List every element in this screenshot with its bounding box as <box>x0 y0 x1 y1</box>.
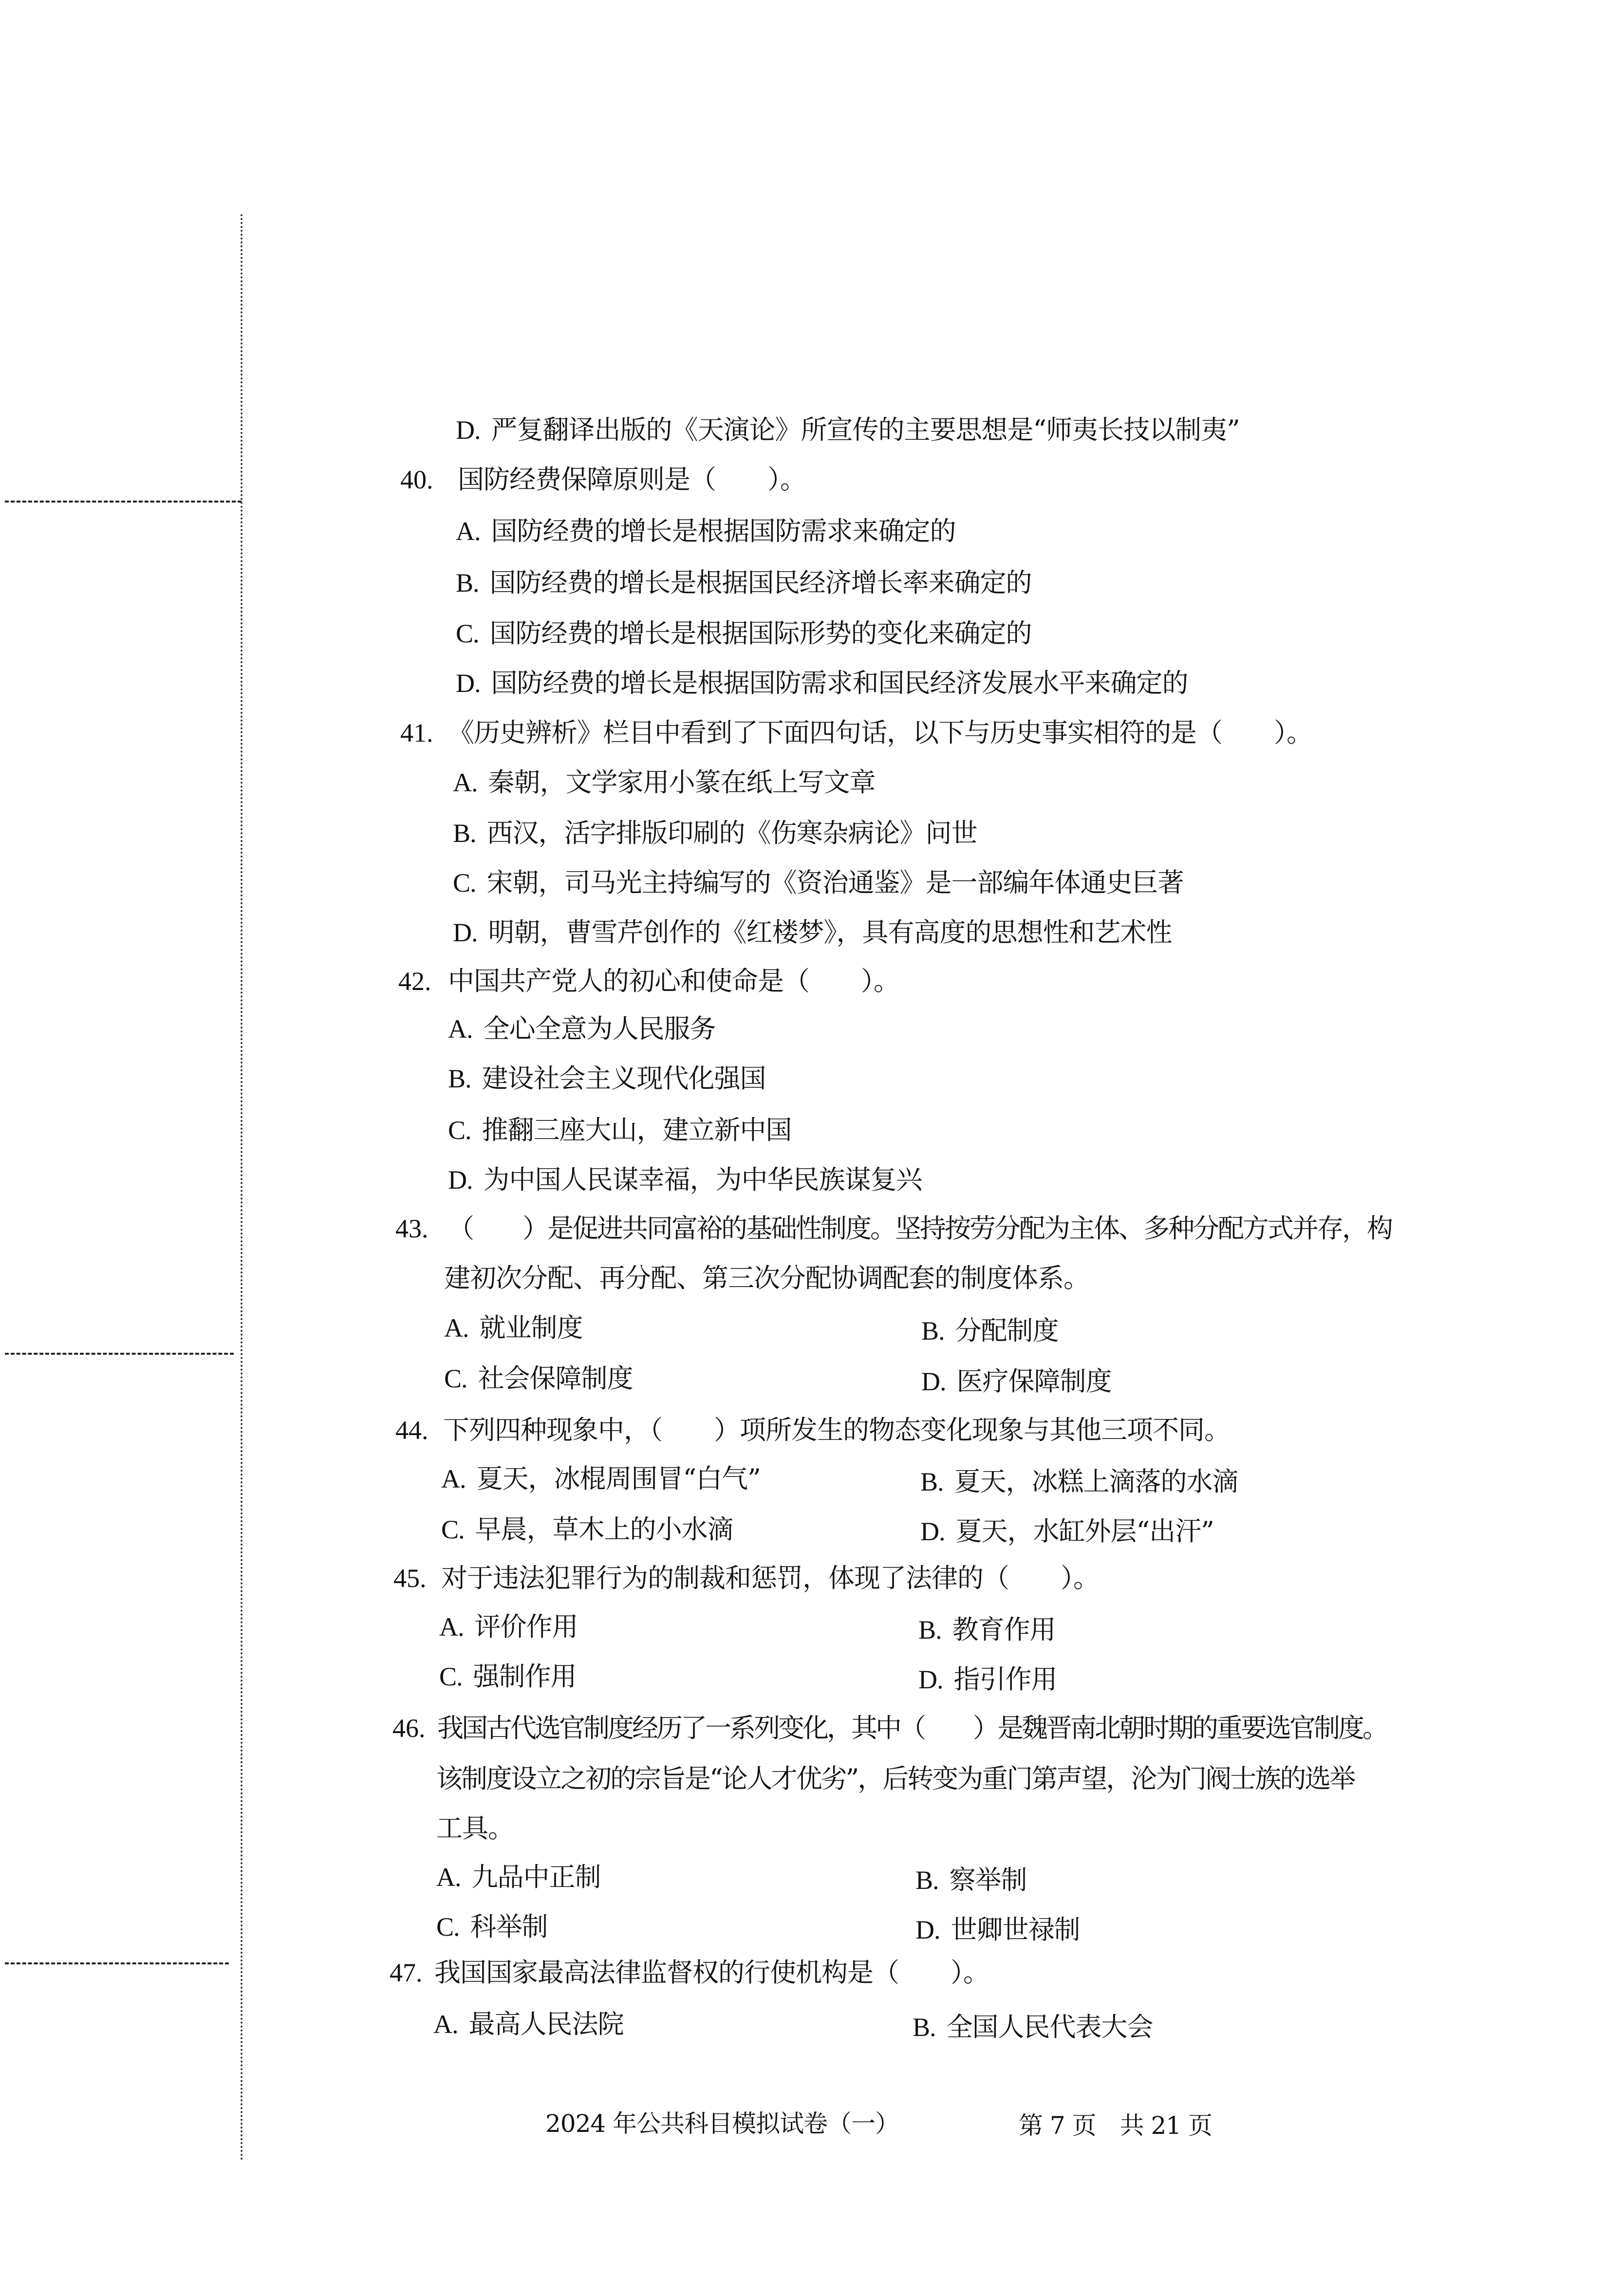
question-stem: 我国国家最高法律监督权的行使机构是（ ）。 <box>434 1957 989 1988</box>
option-text: 夏天，冰糕上滴落的水滴 <box>954 1466 1238 1497</box>
option-text: 早晨，草木上的小水滴 <box>475 1514 733 1545</box>
option-b[interactable] <box>920 1466 1238 1498</box>
option-letter: C. <box>441 1515 465 1544</box>
option-text: 教育作用 <box>952 1614 1056 1645</box>
option-letter: A. <box>444 1313 469 1343</box>
option-letter: D. <box>448 1165 473 1195</box>
option-d[interactable] <box>448 1164 922 1196</box>
option-b[interactable] <box>913 2011 1153 2043</box>
option-text: 九品中正制 <box>471 1862 601 1892</box>
question-stem-line-2: 建初次分配、再分配、第三次分配协调配套的制度体系。 <box>444 1263 1089 1293</box>
option-letter: A. <box>456 517 481 546</box>
question-stem-line-3: 工具。 <box>436 1813 514 1844</box>
option-text: 明朝，曹雪芹创作的《红楼梦》，具有高度的思想性和艺术性 <box>488 917 1172 948</box>
option-letter: B. <box>448 1064 471 1093</box>
option-d[interactable] <box>456 667 1188 699</box>
option-text: 分配制度 <box>955 1315 1059 1346</box>
option-c[interactable] <box>441 1513 733 1546</box>
option-letter: B. <box>918 1615 942 1644</box>
option-a[interactable] <box>433 2008 624 2040</box>
option-text: 全心全意为人民服务 <box>483 1013 716 1044</box>
option-b[interactable] <box>453 817 977 849</box>
option-letter: C. <box>456 619 479 648</box>
option-c[interactable] <box>444 1363 633 1395</box>
question-number: 42. <box>398 967 431 996</box>
question-number: 40. <box>400 465 433 494</box>
option-letter: D. <box>453 918 478 947</box>
option-letter: B. <box>913 2013 936 2042</box>
option-c[interactable] <box>456 617 1032 650</box>
question-stem: 中国共产党人的初心和使命是（ ）。 <box>448 966 899 996</box>
option-text: 世卿世禄制 <box>951 1914 1080 1945</box>
option-text: 就业制度 <box>479 1312 583 1343</box>
option-text: 西汉，活字排版印刷的《伤寒杂病论》问世 <box>486 818 977 848</box>
binding-cut-line-middle <box>5 1353 234 1355</box>
option-text: 夏天，冰棍周围冒“白气” <box>476 1463 761 1494</box>
option-letter: A. <box>436 1863 461 1892</box>
option-a[interactable] <box>448 1013 716 1045</box>
option-c[interactable] <box>439 1661 577 1693</box>
option-b[interactable] <box>448 1063 766 1095</box>
option-letter: A. <box>448 1014 473 1044</box>
option-text: 严复翻译出版的《天演论》所宣传的主要思想是“师夷长技以制夷” <box>491 414 1240 445</box>
option-c[interactable] <box>453 867 1184 899</box>
option-letter: D. <box>918 1665 943 1694</box>
option-a[interactable] <box>439 1611 578 1643</box>
option-a[interactable] <box>456 515 956 547</box>
option-d[interactable] <box>915 1914 1080 1946</box>
option-letter: B. <box>921 1316 945 1345</box>
question-number: 44. <box>395 1416 429 1445</box>
option-letter: A. <box>453 768 478 797</box>
option-text: 建设社会主义现代化强国 <box>482 1063 766 1094</box>
option-text: 科举制 <box>470 1911 548 1942</box>
option-a[interactable] <box>444 1312 583 1344</box>
option-c[interactable] <box>448 1114 792 1146</box>
option-text: 国防经费的增长是根据国防需求和国民经济发展水平来确定的 <box>491 668 1188 698</box>
question-stem-line-1: 我国古代选官制度经历了一系列变化，其中（ ）是魏晋南北朝时期的重要选官制度。 <box>437 1713 1387 1743</box>
option-b[interactable] <box>456 567 1032 599</box>
question-stem: 《历史辨析》栏目中看到了下面四句话，以下与历史事实相符的是（ ）。 <box>448 717 1312 748</box>
option-text: 国防经费的增长是根据国民经济增长率来确定的 <box>489 567 1032 598</box>
option-b[interactable] <box>921 1315 1059 1347</box>
option-text: 国防经费的增长是根据国际形势的变化来确定的 <box>489 618 1032 649</box>
option-d[interactable] <box>453 916 1172 949</box>
option-a[interactable] <box>453 766 876 799</box>
option-a[interactable] <box>441 1463 761 1495</box>
option-c[interactable] <box>436 1911 548 1943</box>
option-letter: C. <box>453 868 476 897</box>
option-text: 社会保障制度 <box>478 1363 633 1394</box>
question-stem-line-1: （ ）是促进共同富裕的基础性制度。坚持按劳分配为主体、多种分配方式并存，构 <box>448 1213 1392 1244</box>
option-text: 夏天，水缸外层“出汗” <box>955 1516 1214 1547</box>
option-letter: C. <box>439 1662 463 1691</box>
option-text: 秦朝，文学家用小篆在纸上写文章 <box>488 767 876 798</box>
option-text: 国防经费的增长是根据国防需求来确定的 <box>491 516 956 546</box>
option-text: 全国人民代表大会 <box>946 2012 1153 2042</box>
option-text: 为中国人民谋幸福，为中华民族谋复兴 <box>483 1164 922 1195</box>
question-number: 45. <box>393 1564 427 1593</box>
prev-question-option-d <box>456 414 1240 446</box>
option-letter: B. <box>453 819 476 848</box>
option-text: 评价作用 <box>474 1611 578 1642</box>
question-number: 47. <box>390 1958 423 1987</box>
option-letter: D. <box>915 1915 940 1944</box>
option-letter: A. <box>433 2010 458 2039</box>
footer-exam-title: 2024 年公共科目模拟试卷（一） <box>545 2109 899 2138</box>
option-letter: A. <box>441 1464 466 1493</box>
option-letter: B. <box>456 568 479 597</box>
option-letter: B. <box>920 1467 944 1496</box>
question-number: 43. <box>395 1214 429 1243</box>
option-text: 推翻三座大山，建立新中国 <box>482 1115 792 1145</box>
question-stem: 对于违法犯罪行为的制裁和惩罚，体现了法律的（ ）。 <box>441 1563 1099 1593</box>
option-letter: B. <box>915 1866 939 1895</box>
option-text: 最高人民法院 <box>468 2009 624 2039</box>
binding-margin-line <box>241 214 243 2162</box>
option-d[interactable] <box>918 1663 1057 1696</box>
option-letter: C. <box>444 1364 467 1393</box>
option-letter: D. <box>920 1517 945 1546</box>
question-stem-line-2: 该制度设立之初的宗旨是“论人才优劣”，后转变为重门第声望，沦为门阀士族的选举 <box>436 1763 1355 1794</box>
question-number: 41. <box>400 718 433 747</box>
option-text: 指引作用 <box>953 1664 1057 1695</box>
question-stem: 国防经费保障原则是（ ）。 <box>458 464 806 495</box>
question-number: 46. <box>392 1714 426 1743</box>
option-letter: D. <box>456 415 481 445</box>
option-letter: D. <box>456 669 481 698</box>
option-text: 察举制 <box>949 1865 1027 1895</box>
binding-cut-line-top <box>5 501 242 503</box>
option-letter: C. <box>436 1912 460 1941</box>
footer-page-info: 第 7 页 共 21 页 <box>1019 2111 1213 2140</box>
option-d[interactable] <box>920 1515 1214 1548</box>
binding-cut-line-bottom <box>5 1962 229 1964</box>
option-letter: C. <box>448 1116 471 1145</box>
option-letter: A. <box>439 1612 464 1642</box>
option-a[interactable] <box>436 1861 601 1893</box>
option-letter: D. <box>921 1367 946 1396</box>
option-b[interactable] <box>918 1614 1056 1646</box>
question-stem: 下列四种现象中，（ ）项所发生的物态变化现象与其他三项不同。 <box>443 1415 1230 1445</box>
option-text: 强制作用 <box>473 1661 577 1692</box>
option-d[interactable] <box>921 1365 1112 1398</box>
option-text: 宋朝，司马光主持编写的《资治通鉴》是一部编年体通史巨著 <box>486 867 1184 898</box>
option-text: 医疗保障制度 <box>956 1366 1112 1397</box>
option-b[interactable] <box>915 1864 1027 1896</box>
